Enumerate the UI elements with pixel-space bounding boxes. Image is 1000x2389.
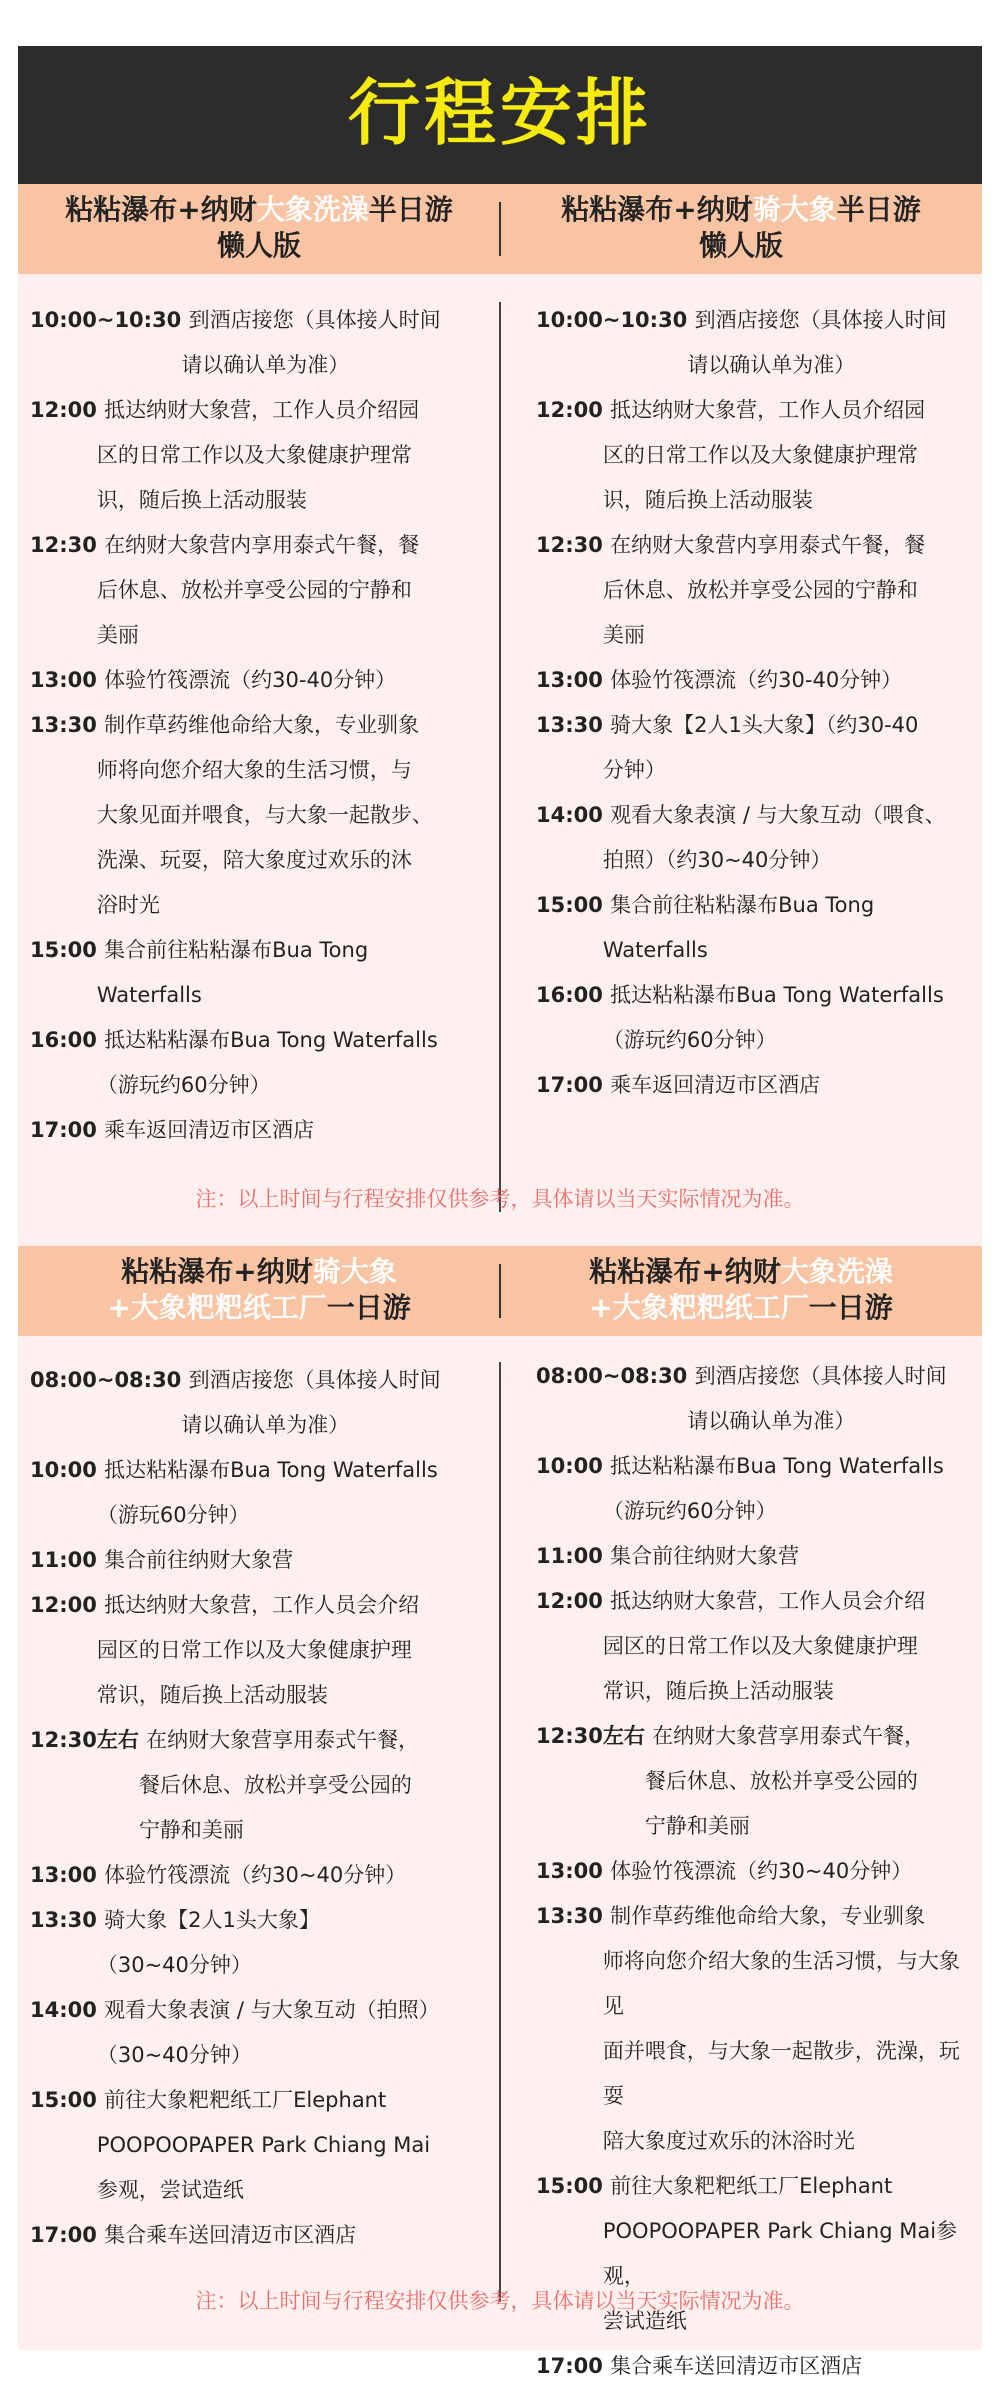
schedule-item bbox=[536, 388, 976, 523]
schedule-line bbox=[536, 1444, 976, 1489]
page-title: 行程安排 bbox=[347, 71, 652, 155]
schedule-item bbox=[30, 1898, 480, 1988]
schedule-line bbox=[536, 2344, 976, 2389]
schedule-text: 抵达纳财大象营，工作人员介绍园 bbox=[104, 398, 420, 422]
schedule-line bbox=[30, 703, 480, 748]
schedule-line: 美丽 bbox=[602, 623, 645, 647]
schedule-line: 常识，随后换上活动服装 bbox=[602, 1679, 834, 1703]
schedule-text: 体验竹筏漂流（约30-40分钟） bbox=[104, 668, 397, 692]
schedule-line: 尝试造纸 bbox=[602, 2309, 687, 2333]
schedule-line bbox=[536, 2164, 976, 2209]
schedule-item bbox=[30, 1108, 480, 1153]
schedule-line: POOPOOPAPER Park Chiang Mai bbox=[96, 2133, 431, 2157]
header-line bbox=[500, 228, 982, 264]
schedule-time: 17:00 bbox=[536, 1073, 611, 1097]
schedule-text: 集合前往纳财大象营 bbox=[104, 1548, 294, 1572]
schedule-time: 12:00 bbox=[536, 398, 611, 422]
schedule-item bbox=[30, 1358, 480, 1448]
schedule-text: 到酒店接您（具体接人时间 bbox=[694, 1364, 947, 1388]
schedule-item bbox=[536, 2164, 976, 2344]
schedule-line: 常识，随后换上活动服装 bbox=[96, 1683, 328, 1707]
schedule-line: 大象见面并喂食，与大象一起散步、 bbox=[96, 803, 433, 827]
schedule-item bbox=[30, 298, 480, 388]
schedule-item bbox=[30, 1583, 480, 1718]
header-text: 粘粘瀑布+纳财 bbox=[561, 193, 753, 226]
schedule-time: 12:00 bbox=[30, 398, 105, 422]
schedule-line: 请以确认单为准） bbox=[687, 1409, 856, 1433]
schedule-item bbox=[536, 973, 976, 1063]
schedule-line: （游玩60分钟） bbox=[96, 1503, 250, 1527]
schedule-text: 到酒店接您（具体接人时间 bbox=[188, 1368, 441, 1392]
schedule-text: 抵达粘粘瀑布Bua Tong Waterfalls bbox=[104, 1028, 438, 1052]
schedule-line bbox=[536, 973, 976, 1018]
schedule-item bbox=[536, 298, 976, 388]
schedule-line: 后休息、放松并享受公园的宁静和 bbox=[602, 578, 918, 602]
section1-left-title bbox=[18, 192, 500, 264]
section2-left-schedule bbox=[30, 1358, 480, 2258]
schedule-time: 10:00~10:30 bbox=[30, 308, 189, 332]
schedule-line bbox=[30, 1448, 480, 1493]
schedule-text: 抵达粘粘瀑布Bua Tong Waterfalls bbox=[610, 1454, 944, 1478]
schedule-time: 12:30左右 bbox=[30, 1728, 147, 1752]
schedule-line: Waterfalls bbox=[96, 983, 202, 1007]
schedule-line bbox=[536, 298, 976, 343]
title-banner bbox=[18, 46, 982, 184]
schedule-line: （30~40分钟） bbox=[96, 1953, 252, 1977]
schedule-item bbox=[30, 703, 480, 928]
schedule-text: 在纳财大象营享用泰式午餐， bbox=[652, 1724, 926, 1748]
schedule-time: 12:30 bbox=[30, 533, 105, 557]
schedule-line: （游玩约60分钟） bbox=[96, 1073, 271, 1097]
schedule-time: 16:00 bbox=[536, 983, 611, 1007]
schedule-line bbox=[30, 1988, 480, 2033]
section2-right-title bbox=[500, 1254, 982, 1326]
schedule-item bbox=[30, 2078, 480, 2213]
schedule-time: 17:00 bbox=[30, 1118, 105, 1142]
schedule-time: 13:00 bbox=[536, 668, 611, 692]
schedule-item bbox=[536, 1444, 976, 1534]
schedule-line bbox=[30, 388, 480, 433]
header-text: 一日游 bbox=[326, 1291, 411, 1324]
schedule-line: 宁静和美丽 bbox=[138, 1818, 244, 1842]
header-text: 粘粘瀑布+纳财 bbox=[121, 1255, 313, 1288]
schedule-text: 集合乘车送回清迈市区酒店 bbox=[104, 2223, 357, 2247]
schedule-text: 抵达纳财大象营，工作人员介绍园 bbox=[610, 398, 926, 422]
schedule-text: 制作草药维他命给大象，专业驯象 bbox=[610, 1904, 926, 1928]
header-text: +大象粑粑纸工厂 bbox=[589, 1291, 809, 1324]
section2-header bbox=[18, 1246, 982, 1336]
schedule-text: 集合乘车送回清迈市区酒店 bbox=[610, 2354, 863, 2378]
schedule-line: 拍照）（约30~40分钟） bbox=[602, 848, 832, 872]
header-text: 粘粘瀑布+纳财 bbox=[589, 1255, 781, 1288]
schedule-text: 在纳财大象营享用泰式午餐， bbox=[146, 1728, 420, 1752]
schedule-line bbox=[536, 1849, 976, 1894]
schedule-line bbox=[30, 298, 480, 343]
schedule-line: 陪大象度过欢乐的沐浴时光 bbox=[602, 2129, 855, 2153]
schedule-text: 体验竹筏漂流（约30-40分钟） bbox=[610, 668, 903, 692]
schedule-time: 13:00 bbox=[30, 668, 105, 692]
schedule-line: （游玩约60分钟） bbox=[602, 1028, 777, 1052]
schedule-time: 12:00 bbox=[30, 1593, 105, 1617]
header-line bbox=[18, 1254, 500, 1290]
schedule-text: 抵达纳财大象营，工作人员会介绍 bbox=[104, 1593, 420, 1617]
schedule-line bbox=[30, 1108, 480, 1153]
schedule-item bbox=[30, 1988, 480, 2078]
schedule-line bbox=[536, 1579, 976, 1624]
schedule-text: 观看大象表演 / 与大象互动（拍照） bbox=[104, 1998, 440, 2022]
schedule-item bbox=[536, 1579, 976, 1714]
schedule-time: 13:30 bbox=[536, 1904, 611, 1928]
schedule-text: 前往大象粑粑纸工厂Elephant bbox=[610, 2174, 893, 2198]
schedule-text: 观看大象表演 / 与大象互动（喂食、 bbox=[610, 803, 946, 827]
schedule-text: 到酒店接您（具体接人时间 bbox=[188, 308, 441, 332]
schedule-item bbox=[536, 793, 976, 883]
schedule-time: 12:30左右 bbox=[536, 1724, 653, 1748]
schedule-line: POOPOOPAPER Park Chiang Mai参观， bbox=[602, 2219, 958, 2288]
schedule-line bbox=[536, 883, 976, 928]
schedule-time: 13:30 bbox=[30, 1908, 105, 1932]
schedule-time: 14:00 bbox=[30, 1998, 105, 2022]
schedule-line bbox=[536, 1894, 976, 1939]
header-text: 粘粘瀑布+纳财 bbox=[65, 193, 257, 226]
schedule-line: 区的日常工作以及大象健康护理常 bbox=[96, 443, 412, 467]
header-text: 大象洗澡 bbox=[256, 193, 369, 226]
schedule-text: 抵达粘粘瀑布Bua Tong Waterfalls bbox=[104, 1458, 438, 1482]
schedule-text: 骑大象【2人1头大象】 bbox=[104, 1908, 320, 1932]
column-divider bbox=[499, 1362, 501, 2302]
schedule-text: 前往大象粑粑纸工厂Elephant bbox=[104, 2088, 387, 2112]
schedule-time: 13:30 bbox=[536, 713, 611, 737]
section1-left-schedule bbox=[30, 298, 480, 1153]
header-line bbox=[18, 192, 500, 228]
schedule-line bbox=[30, 523, 480, 568]
schedule-time: 13:00 bbox=[30, 1863, 105, 1887]
section1-header bbox=[18, 184, 982, 274]
schedule-time: 12:30 bbox=[536, 533, 611, 557]
schedule-time: 11:00 bbox=[536, 1544, 611, 1568]
schedule-item bbox=[536, 883, 976, 973]
schedule-line: 园区的日常工作以及大象健康护理 bbox=[96, 1638, 412, 1662]
schedule-line bbox=[536, 703, 976, 748]
schedule-line bbox=[30, 1718, 480, 1763]
schedule-line: 师将向您介绍大象的生活习惯，与 bbox=[96, 758, 412, 782]
schedule-line bbox=[30, 1018, 480, 1063]
schedule-time: 13:00 bbox=[536, 1859, 611, 1883]
schedule-item bbox=[30, 1538, 480, 1583]
schedule-item bbox=[536, 1894, 976, 2164]
schedule-item bbox=[536, 658, 976, 703]
schedule-text: 制作草药维他命给大象，专业驯象 bbox=[104, 713, 420, 737]
schedule-line: 面并喂食，与大象一起散步，洗澡，玩耍 bbox=[602, 2039, 960, 2108]
schedule-item bbox=[30, 928, 480, 1018]
schedule-text: 乘车返回清迈市区酒店 bbox=[610, 1073, 821, 1097]
schedule-line: 请以确认单为准） bbox=[687, 353, 856, 377]
header-line bbox=[18, 228, 500, 264]
section1-right-schedule bbox=[536, 298, 976, 1108]
schedule-text: 体验竹筏漂流（约30~40分钟） bbox=[610, 1859, 913, 1883]
section1-right-title bbox=[500, 192, 982, 264]
schedule-line: 识，随后换上活动服装 bbox=[96, 488, 307, 512]
header-text: 半日游 bbox=[368, 193, 453, 226]
header-text: +大象粑粑纸工厂 bbox=[107, 1291, 327, 1324]
schedule-line bbox=[30, 1358, 480, 1403]
schedule-line: （游玩约60分钟） bbox=[602, 1499, 777, 1523]
schedule-line bbox=[30, 2078, 480, 2123]
schedule-line bbox=[536, 388, 976, 433]
schedule-line: 区的日常工作以及大象健康护理常 bbox=[602, 443, 918, 467]
schedule-line: 洗澡、玩耍，陪大象度过欢乐的沐 bbox=[96, 848, 412, 872]
schedule-time: 17:00 bbox=[536, 2354, 611, 2378]
schedule-line: 后休息、放松并享受公园的宁静和 bbox=[96, 578, 412, 602]
header-text: 一日游 bbox=[808, 1291, 893, 1324]
schedule-item bbox=[536, 1354, 976, 1444]
schedule-time: 10:00~10:30 bbox=[536, 308, 695, 332]
schedule-item bbox=[30, 1018, 480, 1108]
schedule-line bbox=[536, 1714, 976, 1759]
column-divider bbox=[499, 302, 501, 1212]
schedule-line: 美丽 bbox=[96, 623, 139, 647]
schedule-line bbox=[30, 928, 480, 973]
header-text: 半日游 bbox=[836, 193, 921, 226]
schedule-line: 园区的日常工作以及大象健康护理 bbox=[602, 1634, 918, 1658]
schedule-text: 骑大象【2人1头大象】（约30-40 bbox=[610, 713, 919, 737]
schedule-item bbox=[30, 1718, 480, 1853]
schedule-line bbox=[30, 1538, 480, 1583]
schedule-time: 10:00 bbox=[536, 1454, 611, 1478]
section1-note: 注：以上时间与行程安排仅供参考，具体请以当天实际情况为准。 bbox=[195, 1187, 805, 1211]
schedule-line: （30~40分钟） bbox=[96, 2043, 252, 2067]
schedule-line: 分钟） bbox=[602, 758, 666, 782]
schedule-line bbox=[30, 1583, 480, 1628]
schedule-line: 识，随后换上活动服装 bbox=[602, 488, 813, 512]
schedule-time: 15:00 bbox=[536, 2174, 611, 2198]
schedule-time: 16:00 bbox=[30, 1028, 105, 1052]
schedule-line: 餐后休息、放松并享受公园的 bbox=[644, 1769, 918, 1793]
schedule-item bbox=[30, 1853, 480, 1898]
schedule-time: 15:00 bbox=[536, 893, 611, 917]
schedule-item bbox=[536, 523, 976, 658]
schedule-text: 抵达纳财大象营，工作人员会介绍 bbox=[610, 1589, 926, 1613]
schedule-line: 宁静和美丽 bbox=[644, 1814, 750, 1838]
schedule-time: 14:00 bbox=[536, 803, 611, 827]
schedule-item bbox=[536, 703, 976, 793]
schedule-line: 浴时光 bbox=[96, 893, 160, 917]
header-text: 大象洗澡 bbox=[780, 1255, 893, 1288]
schedule-text: 集合前往粘粘瀑布Bua Tong bbox=[610, 893, 875, 917]
schedule-text: 到酒店接您（具体接人时间 bbox=[694, 308, 947, 332]
schedule-item bbox=[30, 658, 480, 703]
section2-note: 注：以上时间与行程安排仅供参考，具体请以当天实际情况为准。 bbox=[195, 2289, 805, 2313]
schedule-text: 集合前往粘粘瀑布Bua Tong bbox=[104, 938, 369, 962]
schedule-time: 15:00 bbox=[30, 2088, 105, 2112]
schedule-line bbox=[30, 2213, 480, 2258]
header-text: 懒人版 bbox=[216, 229, 301, 262]
schedule-line bbox=[30, 1853, 480, 1898]
schedule-line bbox=[536, 523, 976, 568]
schedule-line bbox=[30, 1898, 480, 1943]
schedule-time: 15:00 bbox=[30, 938, 105, 962]
schedule-line: 师将向您介绍大象的生活习惯，与大象见 bbox=[602, 1949, 960, 2018]
schedule-time: 12:00 bbox=[536, 1589, 611, 1613]
schedule-line bbox=[536, 793, 976, 838]
header-line bbox=[18, 1290, 500, 1326]
schedule-time: 08:00~08:30 bbox=[30, 1368, 189, 1392]
schedule-line bbox=[30, 658, 480, 703]
schedule-time: 13:30 bbox=[30, 713, 105, 737]
schedule-line: Waterfalls bbox=[602, 938, 708, 962]
schedule-time: 10:00 bbox=[30, 1458, 105, 1482]
schedule-item bbox=[536, 1849, 976, 1894]
schedule-item bbox=[536, 2344, 976, 2389]
schedule-text: 集合前往纳财大象营 bbox=[610, 1544, 800, 1568]
schedule-line: 参观，尝试造纸 bbox=[96, 2178, 244, 2202]
schedule-line: 餐后休息、放松并享受公园的 bbox=[138, 1773, 412, 1797]
schedule-item bbox=[30, 388, 480, 523]
schedule-time: 08:00~08:30 bbox=[536, 1364, 695, 1388]
schedule-line bbox=[536, 1063, 976, 1108]
section2-right-schedule bbox=[536, 1354, 976, 2389]
itinerary-card bbox=[18, 46, 982, 2378]
header-text: 懒人版 bbox=[698, 229, 783, 262]
schedule-item bbox=[536, 1714, 976, 1849]
header-line bbox=[500, 1290, 982, 1326]
schedule-text: 抵达粘粘瀑布Bua Tong Waterfalls bbox=[610, 983, 944, 1007]
header-line bbox=[500, 192, 982, 228]
schedule-time: 11:00 bbox=[30, 1548, 105, 1572]
schedule-line bbox=[536, 1354, 976, 1399]
schedule-item bbox=[30, 523, 480, 658]
header-text: 骑大象 bbox=[752, 193, 837, 226]
schedule-text: 乘车返回清迈市区酒店 bbox=[104, 1118, 315, 1142]
schedule-text: 体验竹筏漂流（约30~40分钟） bbox=[104, 1863, 407, 1887]
schedule-time: 17:00 bbox=[30, 2223, 105, 2247]
schedule-item bbox=[30, 1448, 480, 1538]
schedule-line bbox=[536, 658, 976, 703]
schedule-text: 在纳财大象营内享用泰式午餐，餐 bbox=[610, 533, 926, 557]
section2-left-title bbox=[18, 1254, 500, 1326]
schedule-item bbox=[536, 1534, 976, 1579]
schedule-line bbox=[536, 1534, 976, 1579]
header-line bbox=[500, 1254, 982, 1290]
header-text: 骑大象 bbox=[312, 1255, 397, 1288]
schedule-line: 请以确认单为准） bbox=[181, 1413, 350, 1437]
schedule-item bbox=[536, 1063, 976, 1108]
schedule-text: 在纳财大象营内享用泰式午餐，餐 bbox=[104, 533, 420, 557]
schedule-item bbox=[30, 2213, 480, 2258]
schedule-line: 请以确认单为准） bbox=[181, 353, 350, 377]
